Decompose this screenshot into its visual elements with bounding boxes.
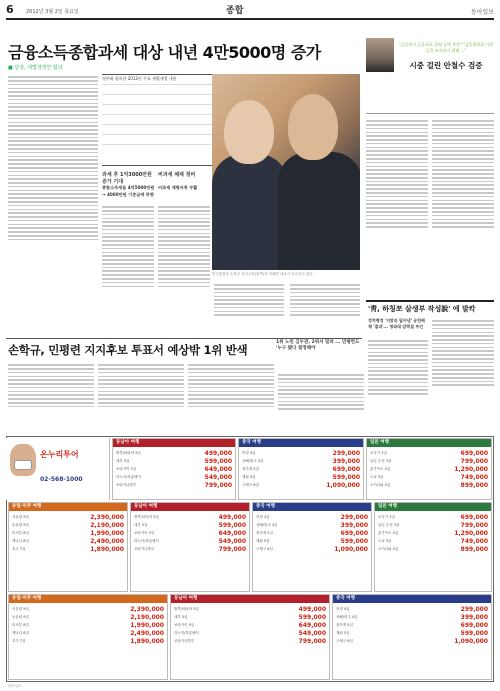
ad-item [116,465,232,473]
ad-item-label: 오키나와 4일 [378,546,399,551]
page-header [6,3,494,17]
ad-item-price: 1,090,000 [326,481,360,489]
ad-item-label: 하노이/하롱베이 [116,474,141,479]
mascot-mask-icon [14,460,32,470]
table-row [102,124,212,134]
news-photo [212,74,360,270]
ad-item-label: 방콕/파타야 5일 [134,514,159,519]
ad-item [12,637,164,645]
ad-item-price: 649,000 [218,529,246,537]
ad-item-label: 코타키나발루 [174,638,195,643]
photo-person-right-face [288,94,338,160]
ad-item-label: 장가계 5일 [256,530,273,535]
side-story-portrait [366,38,394,72]
ad-item-price: 599,000 [460,629,488,637]
photo-person-left-face [224,100,274,164]
ad-panel [238,438,364,500]
ad-item-price: 399,000 [332,457,360,465]
ad-item [134,521,246,529]
ad-item [370,449,488,457]
second-body-column-1 [8,362,94,432]
ad-item-label: 큐슈 온천 3일 [370,458,392,463]
lead-body-column-5 [290,282,360,336]
ad-item [336,637,488,645]
lead-subhead-1: 과세 후 1억3000만원 증가 기대 [102,172,152,185]
ad-item-label: 북경 4일 [256,514,270,519]
ad-item [174,637,326,645]
header-rule [6,18,494,20]
ad-item-price: 1,890,000 [130,637,164,645]
ad-item-label: 보라카이 5일 [134,530,155,535]
ad-item-price: 1,990,000 [90,529,124,537]
ad-item-price: 599,000 [298,613,326,621]
photo-person-left-body [212,154,288,270]
ad-item-price: 399,000 [340,521,368,529]
ad-panel [252,502,372,592]
ad-panel-title: 동남아 여행 [131,503,249,511]
table-row [102,84,212,94]
ad-item [378,537,488,545]
ad-item-price: 699,000 [460,621,488,629]
ad-item-price: 749,000 [460,473,488,481]
page-footer: 동아일보 [8,684,22,688]
third-body-column-2 [432,318,494,432]
ad-item-label: 세부 5일 [134,522,148,527]
table-row [102,144,212,154]
ad-item-label: 구채구 6일 [256,546,273,551]
ad-panel-title: 동남아 여행 [171,595,329,603]
ad-item [336,621,488,629]
ad-panel [366,438,492,500]
ad-item-label: 북경 4일 [242,450,256,455]
ad-panel-title: 유럽·미주 여행 [9,503,127,511]
second-subhead: 1위 노린 김두관, 2위서 밀려 ... 민평련도 '누구 됐다 결정해야 [276,340,360,351]
third-subhead: 정치행정 '지망의 밀어낸' 공천배제 '결과'... 청와대 압력설 부인 [368,318,425,329]
table-row [102,114,212,124]
ad-item [12,605,164,613]
ad-item-label: 방콕/파타야 5일 [116,450,141,455]
ad-item-label: 세부 5일 [174,614,188,619]
ad-item [370,473,488,481]
ad-item-price: 649,000 [204,465,232,473]
ad-item [242,457,360,465]
side-body-column-2 [432,118,494,296]
ad-item [336,629,488,637]
ad-item-price: 599,000 [340,537,368,545]
tour-brand-panel [6,438,110,500]
ad-item [378,513,488,521]
ad-item-price: 899,000 [460,545,488,553]
ad-item [370,465,488,473]
ad-item [174,621,326,629]
ad-item [378,545,488,553]
ad-item-price: 799,000 [204,481,232,489]
table-row [102,104,212,114]
ad-item [174,629,326,637]
ad-item-price: 2,490,000 [90,537,124,545]
ad-item [12,629,164,637]
ad-item-label: 북경 4일 [336,606,350,611]
ad-item-label: 동유럽 9일 [12,614,29,619]
ad-item [116,449,232,457]
ad-panel [170,594,330,680]
table-caption: 정부와 합의한 2012년 주요 세법개정 내용 [102,76,177,81]
ad-item-price: 299,000 [340,513,368,521]
ad-item-price: 2,490,000 [130,629,164,637]
page-number: 6 [6,3,14,16]
ad-item [242,481,360,489]
ad-item [12,513,124,521]
ad-item-price: 1,090,000 [334,545,368,553]
ad-item-price: 549,000 [298,629,326,637]
ad-item-price: 499,000 [204,449,232,457]
ad-item [336,613,488,621]
newspaper-name: 동아일보 [470,9,494,16]
ad-item [370,457,488,465]
ad-item [12,537,124,545]
ad-item-label: 계림 5일 [256,538,270,543]
ad-item [134,545,246,553]
ad-item-label: 동유럽 9일 [12,522,29,527]
ad-item [174,605,326,613]
ad-item-label: 코타키나발루 [134,546,155,551]
ad-item-price: 1,090,000 [454,637,488,645]
ad-item-label: 호주 7일 [12,638,26,643]
lead-body-column-2 [102,204,154,336]
tour-phone: 02-568-1000 [40,476,83,483]
photo-person-right-body [278,152,360,270]
ad-item-label: 보라카이 5일 [174,622,195,627]
ad-item-label: 보라카이 5일 [116,466,137,471]
ad-item-price: 799,000 [460,457,488,465]
ad-item-label: 미서부 8일 [12,622,29,627]
ad-item-price: 649,000 [298,621,326,629]
ad-item-label: 장가계 5일 [242,466,259,471]
ad-item-price: 699,000 [460,513,488,521]
ad-item-price: 599,000 [332,473,360,481]
ad-item-price: 799,000 [218,545,246,553]
ad-item-label: 서유럽 9일 [12,606,29,611]
ad-item-price: 799,000 [298,637,326,645]
ad-item-label: 상해/항주 4일 [256,522,278,527]
second-headline: 손학규, 민평련 지지후보 투표서 예상밖 1위 반색 [8,343,248,357]
ad-item-label: 계림 5일 [242,474,256,479]
ad-panel [374,502,492,592]
second-body-column-3 [188,362,274,432]
ad-item-price: 299,000 [332,449,360,457]
ad-item-price: 1,890,000 [90,545,124,553]
second-body-column-4 [278,372,364,432]
ad-item-price: 799,000 [460,521,488,529]
ad-item [12,621,164,629]
ad-item [242,465,360,473]
third-story-rule [366,300,494,302]
ad-item-label: 계림 5일 [336,630,350,635]
ad-item-price: 2,390,000 [130,605,164,613]
ad-item [116,473,232,481]
ad-item-price: 549,000 [218,537,246,545]
tour-brand-name: 온누리투어 [40,450,79,459]
ad-item [378,521,488,529]
side-story-quote: "금감원이 금융회사 경영 공백 추천" "금융위원회 사람들을 조작하기 위해 ..." [398,42,494,53]
ad-item [256,545,368,553]
ad-item-label: 오사카 3일 [370,450,387,455]
ad-panel [332,594,492,680]
issue-date: 2012년 3월 2일 목요일 [26,9,79,15]
lead-body-column-4 [214,282,284,336]
ad-item-price: 499,000 [298,605,326,613]
third-body-column-1 [368,338,428,432]
ad-panel [130,502,250,592]
tax-revision-table [102,74,212,166]
ad-item [336,605,488,613]
ad-item-price: 2,190,000 [130,613,164,621]
ad-item [256,537,368,545]
ad-panel-title: 일본 여행 [367,439,491,447]
lead-headline: 금융소득종합과세 대상 내년 4만5000명 증가 [8,43,321,62]
ad-item-label: 상해/항주 4일 [242,458,264,463]
ad-panel-title: 일본 여행 [375,503,491,511]
ad-item-label: 구채구 6일 [336,638,353,643]
photo-caption: 민주통합당 손학규 상임고문(왼쪽)과 이해찬 대표가 악수하고 있다. [212,272,314,276]
ad-panel [8,594,168,680]
ad-item-label: 캐나다 8일 [12,630,29,635]
ad-item-label: 장가계 5일 [336,622,353,627]
ad-item [242,473,360,481]
ad-item-price: 549,000 [204,473,232,481]
ad-item [134,537,246,545]
ad-item-label: 홋카이도 4일 [378,530,399,535]
ad-item [256,513,368,521]
lead-subhead-3: 비과세 체제 정비 [158,172,196,178]
lead-subhead-2: 종합소득세율 4억5000만원 → 4000만원 기준금액 하향 [102,185,155,197]
ad-item-price: 399,000 [460,613,488,621]
ad-item-label: 홋카이도 4일 [370,466,391,471]
ad-panel [112,438,236,500]
ad-item-price: 899,000 [460,481,488,489]
ad-item-label: 세부 5일 [116,458,130,463]
table-row [102,134,212,144]
ad-item [116,457,232,465]
ad-item-label: 호주 7일 [12,546,26,551]
ad-item-label: 도쿄 3일 [378,538,392,543]
side-body-column-1 [366,118,428,296]
ad-item-price: 699,000 [332,465,360,473]
ad-item-label: 도쿄 3일 [370,474,384,479]
ad-item [12,529,124,537]
ad-panel-title: 중국 여행 [253,503,371,511]
ad-item-price: 699,000 [460,449,488,457]
third-headline: '靑, 하칭쪼 살생부 작성說' 에 발칵 [368,305,476,313]
ad-item-label: 하노이/하롱베이 [134,538,159,543]
ad-item-label: 캐나다 8일 [12,538,29,543]
ad-item [242,449,360,457]
ad-item-price: 2,190,000 [90,521,124,529]
section-divider [6,338,362,339]
ad-item-label: 오키나와 4일 [370,482,391,487]
ad-item [370,481,488,489]
section-name: 종합 [226,6,244,16]
ad-item [116,481,232,489]
ad-item [12,545,124,553]
ad-item-label: 상해/항주 4일 [336,614,358,619]
ad-item-price: 749,000 [460,537,488,545]
lead-body-column-1 [8,74,98,336]
ad-item-label: 하노이/하롱베이 [174,630,199,635]
ad-item [134,529,246,537]
ad-panel-title: 유럽·미주 여행 [9,595,167,603]
second-body-column-2 [98,362,184,432]
ad-item-price: 1,290,000 [454,465,488,473]
ad-item [134,513,246,521]
table-row [102,94,212,104]
side-story-title: 시중 걸린 안철수 검증 [409,61,483,70]
ad-item-price: 1,990,000 [130,621,164,629]
ad-panel-title: 동남아 여행 [113,439,235,447]
lead-body-column-3 [158,204,210,336]
ad-item-price: 499,000 [218,513,246,521]
ad-item [12,521,124,529]
ad-item-label: 오사카 3일 [378,514,395,519]
lead-byline: ■ 당정, 세법개정안 합의 [8,65,63,71]
ad-item-label: 큐슈 온천 3일 [378,522,400,527]
ad-item [256,529,368,537]
ad-item-label: 코타키나발루 [116,482,137,487]
ad-item-price: 2,390,000 [90,513,124,521]
ad-item [12,613,164,621]
ad-item-price: 1,290,000 [454,529,488,537]
ad-panel [8,502,128,592]
ad-item-label: 미서부 8일 [12,530,29,535]
ad-item [256,521,368,529]
ad-item [174,613,326,621]
ad-item-label: 구채구 6일 [242,482,259,487]
ad-item-price: 599,000 [218,521,246,529]
lead-subhead-4: 비과세 재형저축 부활 [158,185,198,190]
ad-item-label: 서유럽 9일 [12,514,29,519]
ad-item-price: 599,000 [204,457,232,465]
ad-panel-title: 중국 여행 [333,595,491,603]
ad-item-price: 299,000 [460,605,488,613]
ad-item-price: 699,000 [340,529,368,537]
ad-item [378,529,488,537]
ad-panel-title: 중국 여행 [239,439,363,447]
ad-item-label: 방콕/파타야 5일 [174,606,199,611]
